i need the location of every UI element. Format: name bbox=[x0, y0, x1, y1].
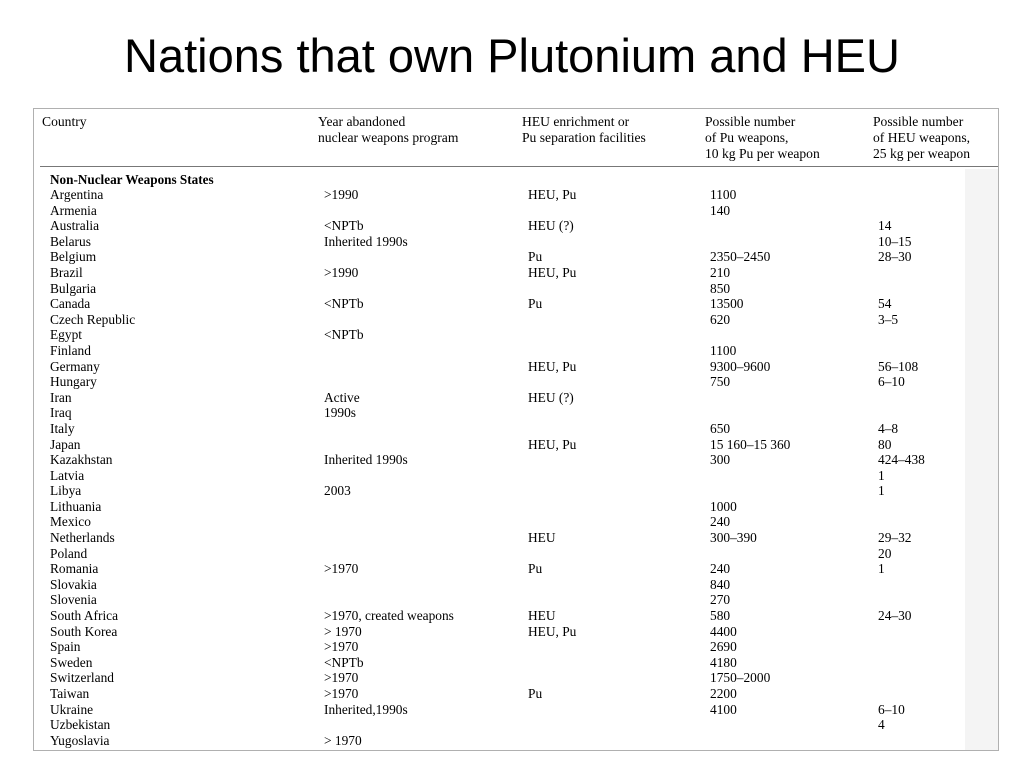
cell-country: Finland bbox=[50, 342, 91, 358]
cell-country: Bulgaria bbox=[50, 280, 97, 296]
cell-heu-weapons: 4 bbox=[878, 717, 885, 733]
cell-year-abandoned: <NPTb bbox=[324, 218, 364, 234]
cell-pu-weapons: 4180 bbox=[710, 654, 737, 670]
table-row bbox=[34, 624, 998, 640]
cell-country: Australia bbox=[50, 218, 100, 234]
cell-pu-weapons: 580 bbox=[710, 608, 731, 624]
cell-facilities: HEU, Pu bbox=[528, 358, 577, 374]
cell-year-abandoned: <NPTb bbox=[324, 327, 364, 343]
table-row bbox=[34, 296, 998, 312]
cell-country: Czech Republic bbox=[50, 311, 136, 327]
table-body bbox=[34, 187, 998, 748]
cell-country: Lithuania bbox=[50, 498, 102, 514]
cell-pu-weapons: 4400 bbox=[710, 623, 737, 639]
weapons-table bbox=[33, 108, 999, 751]
cell-pu-weapons: 2350–2450 bbox=[710, 249, 771, 265]
cell-year-abandoned: Inherited 1990s bbox=[324, 233, 408, 249]
table-row bbox=[34, 483, 998, 499]
table-row bbox=[34, 530, 998, 546]
table-row bbox=[34, 468, 998, 484]
cell-country: Slovenia bbox=[50, 592, 97, 608]
cell-facilities: HEU (?) bbox=[528, 389, 574, 405]
cell-heu-weapons: 29–32 bbox=[878, 530, 912, 546]
table-row bbox=[34, 405, 998, 421]
cell-pu-weapons: 140 bbox=[710, 202, 731, 218]
cell-pu-weapons: 240 bbox=[710, 561, 731, 577]
table-row bbox=[34, 499, 998, 515]
table-row bbox=[34, 546, 998, 562]
cell-year-abandoned: >1970, created weapons bbox=[324, 608, 454, 624]
table-row bbox=[34, 359, 998, 375]
cell-heu-weapons: 3–5 bbox=[878, 311, 899, 327]
cell-country: Italy bbox=[50, 420, 75, 436]
cell-pu-weapons: 650 bbox=[710, 420, 731, 436]
cell-heu-weapons: 424–438 bbox=[878, 452, 925, 468]
cell-country: Germany bbox=[50, 358, 100, 374]
table-row bbox=[34, 312, 998, 328]
cell-pu-weapons: 15 160–15 360 bbox=[710, 436, 791, 452]
cell-pu-weapons: 300 bbox=[710, 452, 731, 468]
table-row bbox=[34, 437, 998, 453]
cell-country: Kazakhstan bbox=[50, 452, 113, 468]
cell-pu-weapons: 1750–2000 bbox=[710, 670, 771, 686]
cell-country: Netherlands bbox=[50, 530, 115, 546]
cell-year-abandoned: >1990 bbox=[324, 187, 359, 202]
cell-pu-weapons: 1000 bbox=[710, 498, 737, 514]
header-facilities: HEU enrichment or Pu separation facilities bbox=[522, 114, 646, 145]
table-row bbox=[34, 686, 998, 702]
cell-heu-weapons: 6–10 bbox=[878, 701, 905, 717]
section-label: Non-Nuclear Weapons States bbox=[50, 172, 214, 187]
cell-heu-weapons: 6–10 bbox=[878, 374, 905, 390]
cell-year-abandoned: Active bbox=[324, 389, 360, 405]
cell-pu-weapons: 1100 bbox=[710, 187, 737, 202]
cell-pu-weapons: 1100 bbox=[710, 342, 737, 358]
cell-year-abandoned: 1990s bbox=[324, 405, 356, 421]
cell-facilities: HEU (?) bbox=[528, 218, 574, 234]
cell-country: Japan bbox=[50, 436, 81, 452]
table-row bbox=[34, 203, 998, 219]
cell-country: Latvia bbox=[50, 467, 85, 483]
table-row bbox=[34, 608, 998, 624]
table-row bbox=[34, 343, 998, 359]
table-row bbox=[34, 733, 998, 749]
cell-heu-weapons: 24–30 bbox=[878, 608, 912, 624]
header-country: Country bbox=[42, 114, 87, 129]
cell-pu-weapons: 2200 bbox=[710, 686, 737, 701]
table-row bbox=[34, 374, 998, 390]
cell-facilities: HEU, Pu bbox=[528, 264, 577, 280]
cell-pu-weapons: 270 bbox=[710, 592, 731, 608]
cell-heu-weapons: 1 bbox=[878, 483, 885, 499]
cell-country: Egypt bbox=[50, 327, 82, 343]
table-row bbox=[34, 592, 998, 608]
header-pu-weapons: Possible number of Pu weapons, 10 kg Pu per weapon bbox=[705, 114, 820, 161]
cell-facilities: HEU, Pu bbox=[528, 187, 577, 202]
cell-country: Belgium bbox=[50, 249, 97, 265]
cell-pu-weapons: 620 bbox=[710, 311, 731, 327]
cell-pu-weapons: 850 bbox=[710, 280, 731, 296]
table-row bbox=[34, 249, 998, 265]
cell-year-abandoned: >1970 bbox=[324, 561, 359, 577]
cell-year-abandoned: > 1970 bbox=[324, 623, 362, 639]
cell-year-abandoned: Inherited 1990s bbox=[324, 452, 408, 468]
cell-country: Hungary bbox=[50, 374, 97, 390]
cell-year-abandoned: <NPTb bbox=[324, 654, 364, 670]
cell-year-abandoned: >1970 bbox=[324, 686, 359, 701]
cell-heu-weapons: 1 bbox=[878, 467, 885, 483]
table-row bbox=[34, 234, 998, 250]
cell-country: Libya bbox=[50, 483, 82, 499]
table-row bbox=[34, 702, 998, 718]
table-row bbox=[34, 561, 998, 577]
cell-facilities: Pu bbox=[528, 686, 543, 701]
cell-heu-weapons: 80 bbox=[878, 436, 892, 452]
cell-year-abandoned: > 1970 bbox=[324, 732, 362, 748]
cell-heu-weapons: 28–30 bbox=[878, 249, 912, 265]
cell-facilities: HEU bbox=[528, 530, 556, 546]
cell-pu-weapons: 240 bbox=[710, 514, 731, 530]
cell-year-abandoned: >1970 bbox=[324, 670, 359, 686]
cell-pu-weapons: 840 bbox=[710, 576, 731, 592]
cell-country: Slovakia bbox=[50, 576, 97, 592]
cell-year-abandoned: >1990 bbox=[324, 264, 359, 280]
cell-heu-weapons: 14 bbox=[878, 218, 892, 234]
cell-year-abandoned: <NPTb bbox=[324, 296, 364, 312]
table-row bbox=[34, 187, 998, 203]
cell-year-abandoned: Inherited,1990s bbox=[324, 701, 408, 717]
cell-facilities: HEU, Pu bbox=[528, 623, 577, 639]
cell-heu-weapons: 54 bbox=[878, 296, 892, 312]
table-row bbox=[34, 655, 998, 671]
cell-heu-weapons: 20 bbox=[878, 545, 892, 561]
table-row bbox=[34, 218, 998, 234]
table-row bbox=[34, 265, 998, 281]
table-row bbox=[34, 639, 998, 655]
table-row bbox=[34, 577, 998, 593]
cell-heu-weapons: 4–8 bbox=[878, 420, 899, 436]
cell-country: Ukraine bbox=[50, 701, 94, 717]
cell-facilities: Pu bbox=[528, 561, 543, 577]
table-row bbox=[34, 281, 998, 297]
cell-country: Belarus bbox=[50, 233, 91, 249]
cell-country: Iraq bbox=[50, 405, 72, 421]
table-header-row bbox=[34, 109, 998, 167]
cell-pu-weapons: 9300–9600 bbox=[710, 358, 771, 374]
cell-country: Switzerland bbox=[50, 670, 114, 686]
cell-country: Argentina bbox=[50, 187, 104, 202]
table-row bbox=[34, 670, 998, 686]
cell-country: Taiwan bbox=[50, 686, 90, 701]
table-row bbox=[34, 514, 998, 530]
cell-country: Romania bbox=[50, 561, 99, 577]
slide-title: Nations that own Plutonium and HEU bbox=[124, 29, 900, 82]
table-row bbox=[34, 390, 998, 406]
cell-country: Mexico bbox=[50, 514, 91, 530]
cell-pu-weapons: 210 bbox=[710, 264, 731, 280]
table-row bbox=[34, 717, 998, 733]
table-row bbox=[34, 421, 998, 437]
cell-country: Armenia bbox=[50, 202, 97, 218]
cell-facilities: Pu bbox=[528, 296, 543, 312]
header-divider bbox=[40, 166, 998, 167]
cell-country: Brazil bbox=[50, 264, 83, 280]
cell-year-abandoned: 2003 bbox=[324, 483, 351, 499]
table-row bbox=[34, 327, 998, 343]
cell-country: South Korea bbox=[50, 623, 118, 639]
cell-country: Poland bbox=[50, 545, 88, 561]
header-year-abandoned: Year abandoned nuclear weapons program bbox=[318, 114, 459, 145]
cell-facilities: HEU, Pu bbox=[528, 436, 577, 452]
cell-pu-weapons: 4100 bbox=[710, 701, 737, 717]
cell-country: Yugoslavia bbox=[50, 732, 110, 748]
cell-pu-weapons: 13500 bbox=[710, 296, 744, 312]
cell-pu-weapons: 300–390 bbox=[710, 530, 757, 546]
cell-country: Sweden bbox=[50, 654, 93, 670]
cell-heu-weapons: 56–108 bbox=[878, 358, 919, 374]
table-row bbox=[34, 452, 998, 468]
cell-country: Canada bbox=[50, 296, 91, 312]
cell-year-abandoned: >1970 bbox=[324, 639, 359, 655]
cell-pu-weapons: 750 bbox=[710, 374, 731, 390]
cell-country: Uzbekistan bbox=[50, 717, 111, 733]
cell-country: Iran bbox=[50, 389, 72, 405]
cell-facilities: HEU bbox=[528, 608, 556, 624]
cell-pu-weapons: 2690 bbox=[710, 639, 737, 655]
cell-facilities: Pu bbox=[528, 249, 543, 265]
cell-heu-weapons: 10–15 bbox=[878, 233, 912, 249]
header-heu-weapons: Possible number of HEU weapons, 25 kg per weapon bbox=[873, 114, 971, 161]
cell-heu-weapons: 1 bbox=[878, 561, 885, 577]
cell-country: Spain bbox=[50, 639, 81, 655]
cell-country: South Africa bbox=[50, 608, 119, 624]
